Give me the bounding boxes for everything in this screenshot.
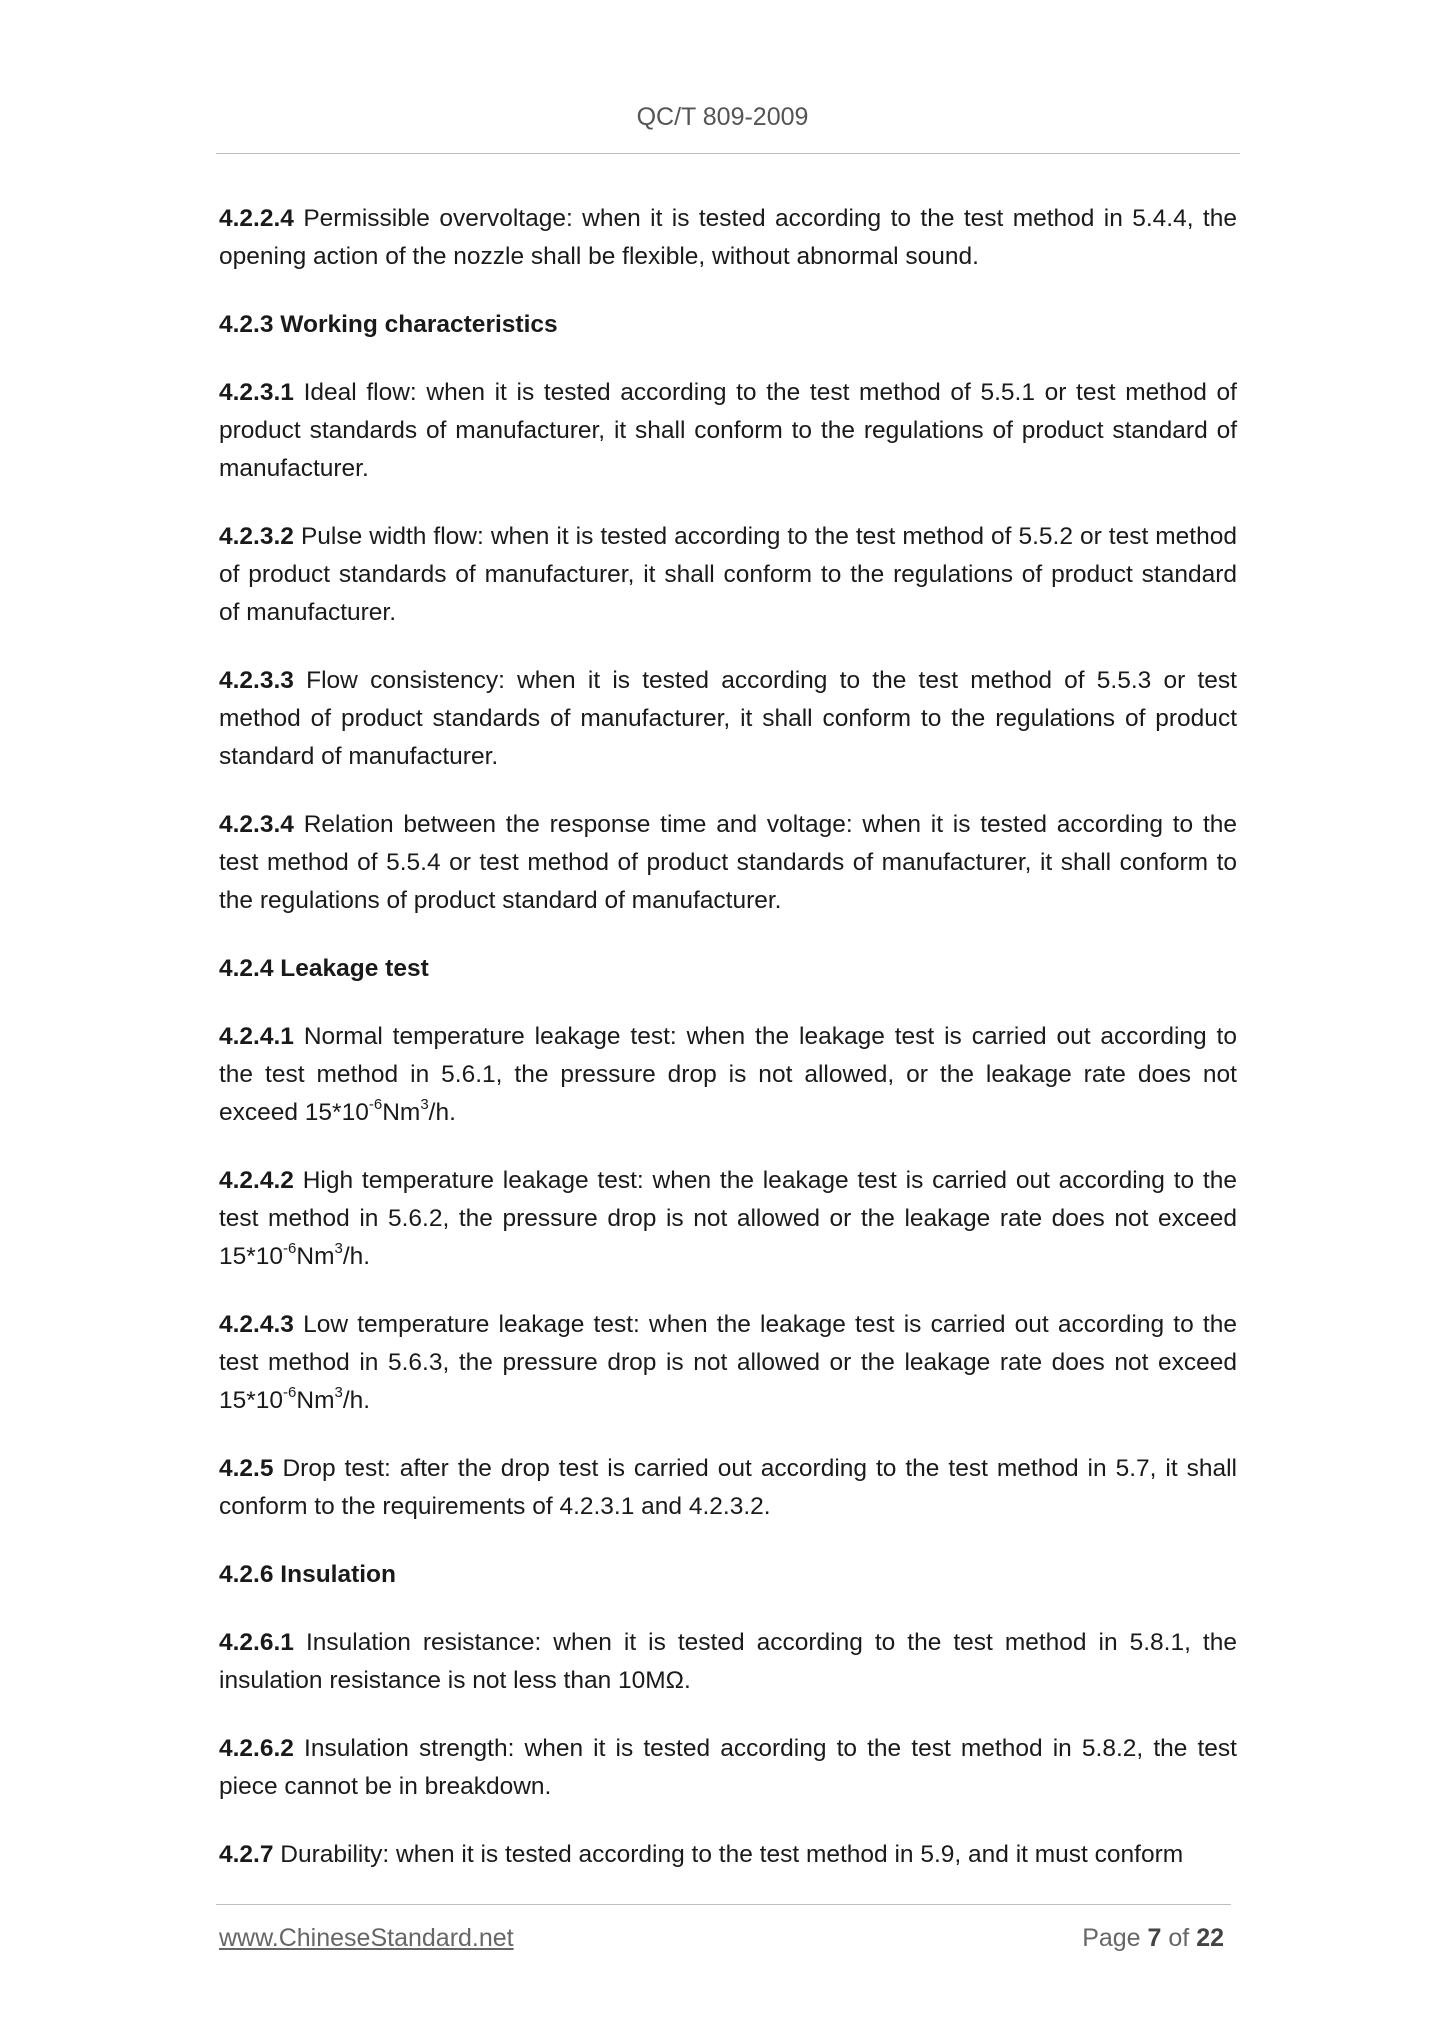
clause-4-2-3-4 xyxy=(219,806,1237,920)
clause-text: Insulation resistance: when it is tested according to the test method in 5.8.1, the insulation resistance is not less than 10MΩ. xyxy=(219,1629,1237,1694)
clause-number: 4.2.5 xyxy=(219,1455,274,1482)
clause-text: Relation between the response time and voltage: when it is tested according to the test method of 5.5.4 or test method of product standards of manufacturer, it shall conform to the regulations of product standard of manufacturer. xyxy=(219,811,1237,914)
header-divider xyxy=(216,153,1240,154)
clause-text: Drop test: after the drop test is carried out according to the test method in 5.7, it shall conform to the requirements of 4.2.3.1 and 4.2.3.2. xyxy=(219,1455,1237,1520)
clause-4-2-3-3 xyxy=(219,662,1237,776)
clause-text: Normal temperature leakage test: when the leakage test is carried out according to the test method in 5.6.1, the pressure drop is not allowed, or the leakage rate does not exceed 15*10 xyxy=(219,1023,1237,1126)
clause-text: Insulation strength: when it is tested according to the test method in 5.8.2, the test piece cannot be in breakdown. xyxy=(219,1735,1237,1800)
clause-4-2-3-2 xyxy=(219,518,1237,632)
clause-text: Flow consistency: when it is tested according to the test method of 5.5.3 or test method of product standards of manufacturer, it shall conform to the regulations of product standard of manufacturer. xyxy=(219,667,1237,770)
clause-number: 4.2.3.4 xyxy=(219,811,294,838)
clause-4-2-6-1 xyxy=(219,1624,1237,1700)
clause-text: High temperature leakage test: when the leakage test is carried out according to the test method in 5.6.2, the pressure drop is not allowed or the leakage rate does not exceed 15*10 xyxy=(219,1167,1237,1270)
clause-number: 4.2.3.1 xyxy=(219,379,294,406)
total-pages: 22 xyxy=(1196,1924,1224,1952)
clause-text: Pulse width flow: when it is tested according to the test method of 5.5.2 or test method of product standards of manufacturer, it shall conform to the regulations of product standard of manufacturer. xyxy=(219,523,1237,626)
exponent: -6 xyxy=(283,1383,297,1401)
unit-text: Nm xyxy=(296,1387,335,1414)
unit-suffix: /h. xyxy=(342,1387,371,1414)
clause-text: Durability: when it is tested according to the test method in 5.9, and it must conform xyxy=(273,1841,1184,1868)
unit-suffix: /h. xyxy=(342,1243,371,1270)
exponent: 3 xyxy=(334,1239,343,1257)
unit-text: Nm xyxy=(382,1099,421,1126)
document-body xyxy=(219,200,1237,1904)
heading-4-2-6: 4.2.6 Insulation xyxy=(219,1561,396,1588)
clause-number: 4.2.4.1 xyxy=(219,1023,294,1050)
clause-text: Ideal flow: when it is tested according to the test method of 5.5.1 or test method of product standards of manufacturer, it shall conform to the regulations of product standard of manufacturer. xyxy=(219,379,1237,482)
exponent: 3 xyxy=(334,1383,343,1401)
clause-4-2-5 xyxy=(219,1450,1237,1526)
heading-4-2-3: 4.2.3 Working characteristics xyxy=(219,311,558,338)
clause-text: Permissible overvoltage: when it is tested according to the test method in 5.4.4, the opening action of the nozzle shall be flexible, without abnormal sound. xyxy=(219,205,1237,270)
clause-number: 4.2.3.2 xyxy=(219,523,294,550)
clause-number: 4.2.7 xyxy=(219,1841,274,1868)
clause-number: 4.2.6.1 xyxy=(219,1629,294,1656)
exponent: -6 xyxy=(368,1095,383,1113)
current-page-number: 7 xyxy=(1147,1924,1162,1952)
clause-number: 4.2.2.4 xyxy=(219,205,294,232)
page-header-title: QC/T 809-2009 xyxy=(636,103,809,131)
clause-number: 4.2.4.2 xyxy=(219,1167,294,1194)
clause-4-2-3-1 xyxy=(219,374,1237,488)
clause-number: 4.2.4.3 xyxy=(219,1311,294,1338)
clause-4-2-7 xyxy=(219,1836,1237,1874)
clause-4-2-4-2 xyxy=(219,1162,1237,1276)
clause-number: 4.2.6.2 xyxy=(219,1735,294,1762)
unit-text: Nm xyxy=(296,1243,335,1270)
page-indicator xyxy=(1082,1924,1224,1953)
exponent: 3 xyxy=(420,1095,429,1113)
page-of: of xyxy=(1161,1924,1197,1952)
heading-4-2-4: 4.2.4 Leakage test xyxy=(219,955,429,982)
clause-4-2-4-3 xyxy=(219,1306,1237,1420)
exponent: -6 xyxy=(283,1239,297,1257)
unit-suffix: /h. xyxy=(428,1099,456,1126)
website-link[interactable]: www.ChineseStandard.net xyxy=(219,1924,514,1952)
clause-4-2-6-2 xyxy=(219,1730,1237,1806)
page-prefix: Page xyxy=(1082,1924,1148,1952)
footer-divider xyxy=(216,1904,1231,1905)
clause-number: 4.2.3.3 xyxy=(219,667,294,694)
clause-text: Low temperature leakage test: when the leakage test is carried out according to the test method in 5.6.3, the pressure drop is not allowed or the leakage rate does not exceed 15*10 xyxy=(219,1311,1237,1414)
clause-4-2-4-1 xyxy=(219,1018,1237,1132)
clause-4-2-2-4 xyxy=(219,200,1237,276)
